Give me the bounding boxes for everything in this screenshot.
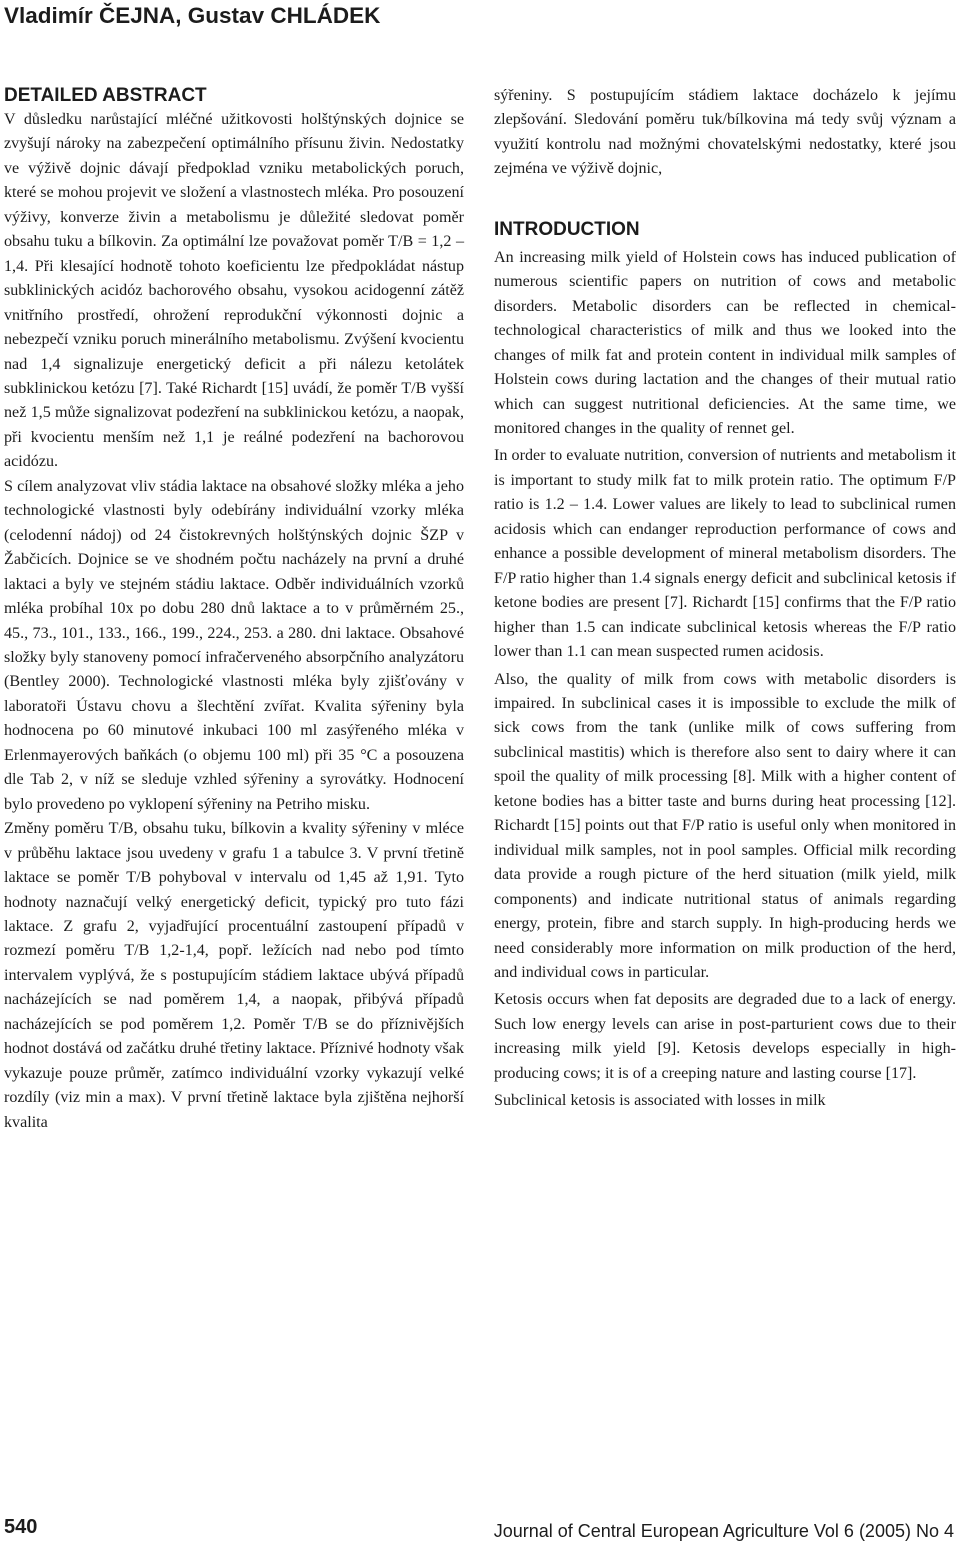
journal-footer: Journal of Central European Agriculture Vol 6 (2005) No 4 <box>493 1521 954 1541</box>
intro-paragraph-3: Also, the quality of milk from cows with metabolic disorders is impaired. In subclinical cases it is impossible to exclude the milk of sick cows from the tank (unlike milk of cows suffering from subclinical mastitis) which is therefore also sent to dairy where it can spoil the quality of milk processing [8]. Milk with a higher content of ketone bodies has a bitter taste and burns during heat processing [12]. Richardt [15] points out that F/P ratio is useful only when monitored in individual milk samples, not in pool samples. Official milk recording data provide a rough picture of the herd situation (milk yield, milk components) and indicate nutritional status of animals regarding energy, protein, fibre and starch supply. In high-producing herds we need considerably more information on milk production of the herd, and individual cows in particular. <box>494 670 956 981</box>
section-heading-introduction: INTRODUCTION <box>494 218 640 240</box>
section-heading-detailed-abstract: DETAILED ABSTRACT <box>4 85 207 106</box>
intro-paragraph-1: An increasing milk yield of Holstein cows has induced publication of numerous scientific papers on nutrition of cows and metabolic disorders. Metabolic disorders can be reflected in chemical-technological characteristics of milk and thus we looked into the changes of milk fat and protein content in individual milk samples of Holstein cows during lactation and the changes of their mutual ratio which can suggest nutritional deficiencies. At the same time, we monitored changes in the quality of rennet gel. <box>494 248 956 437</box>
abstract-paragraph-3: Změny poměru T/B, obsahu tuku, bílkovin a kvality sýřeniny v mléce v průběhu laktace jsou uvedeny v grafu 1 a tabulce 3. V první třetině laktace se poměr T/B pohyboval v intervalu od 1,45 až 1,91. Tyto hodnoty naznačují velký energetický deficit, typický pro tuto fázi laktace. Z grafu 2, vyjadřující procentuální zastoupení případů v rozmezí poměru T/B 1,2-1,4, popř. ležících nad nebo pod tímto intervalem vyplývá, že s postupujícím stádiem laktace ubývá případů nacházejících se nad poměrem 1,4, a naopak, přibývá případů nacházejících se pod poměrem 1,2. Poměr T/B se do příznivějších hodnot dostává od začátku druhé třetiny laktace. Příznivé hodnoty však vykazuje pouze průměr, zatímco individuální vzorky vykazují velké rozdíly (viz min a max). V první třetině laktace byla zjištěna nejhorší kvalita <box>4 820 464 1131</box>
running-header-authors: Vladimír ČEJNA, Gustav CHLÁDEK <box>4 3 381 28</box>
abstract-continuation: sýřeniny. S postupujícím stádiem laktace docházelo k jejímu zlepšování. Sledování poměru tuk/bílkovina má tedy svůj význam a využití kontrolu nad možnými chovatelskými nedostatky, které jsou zejména ve výživě dojnic, <box>494 87 956 178</box>
abstract-paragraph-2: S cílem analyzovat vliv stádia laktace na obsahové složky mléka a jeho technologické vlastnosti byly odebírány individuální vzorky mléka (celodenní nádoj) od 24 čistokrevných holštýnských dojnic ŠZP v Žabčicích. Dojnice se ve shodném počtu nacházely na první a druhé laktaci a byly ve stejném stádiu laktace. Odběr individuálních vzorků mléka probíhal 10x po dobu 280 dnů laktace a to v průměrném 25., 45., 73., 101., 133., 166., 199., 224., 253. a 280. dni laktace. Obsahové složky byly stanoveny pomocí infračerveného absorpčního analyzátoru (Bentley 2000). Technologické vlastnosti mléka byly zjišťovány v laboratoři Ústavu chovu a šlechtění zvířat. Kvalita sýřeniny byla hodnocena po 60 minutové inkubaci 100 ml zasýřeného mléka v Erlenmayerových baňkách (o objemu 100 ml) při 35 °C a posouzena dle Tab 2, v níž se sleduje vzhled sýřeniny a syrovátky. Hodnocení bylo provedeno po vyklopení sýřeniny na Petriho misku. <box>4 477 464 813</box>
left-column <box>4 84 464 1135</box>
intro-paragraph-2: In order to evaluate nutrition, conversion of nutrients and metabolism it is important to study milk fat to milk protein ratio. The optimum F/P ratio is 1.2 – 1.4. Lower values are likely to lead to subclinical rumen acidosis which can endanger reproduction performance of cows and enhance a possible development of mineral metabolism disorders. The F/P ratio higher than 1.4 signals energy deficit and subclinical ketosis if ketone bodies are present [7]. Richardt [15] confirms that the F/P ratio higher than 1.5 can indicate subclinical ketosis whereas the F/P ratio lower than 1.1 can mean suspected rumen acidosis. <box>494 447 956 661</box>
page-number: 540 <box>4 1516 38 1538</box>
abstract-paragraph-1: V důsledku narůstající mléčné užitkovosti holštýnských dojnice se zvyšují nároky na zabezpečení optimálního přísunu živin. Nedostatky ve výživě dojnic dávají předpoklad vzniku metabolických poruch, které se mohou projevit ve složení a vlastnostech mléka. Pro posouzení výživy, konverze živin a metabolismu je důležité sledovat poměr obsahu tuku a bílkovin. Za optimální lze považovat poměr T/B = 1,2 – 1,4. Při klesající hodnotě tohoto koeficientu lze předpokládat nástup subklinických acidóz bachorového obsahu, vysokou acidogenní zátěž vnitřního prostředí, ohrožení reprodukční výkonnosti dojnic a nebezpečí vzniku poruch minerálního metabolismu. Zvýšení kvocientu nad 1,4 signalizuje energetický deficit a při nálezu ketolátek subklinickou ketózu [7]. Také Richardt [15] uvádí, že poměr T/B vyšší než 1,5 může signalizovat podezření na subklinickou ketózu, a naopak, při kvocientu menším než 1,1 je reálné podezření na bachorovou acidózu. <box>4 111 464 471</box>
intro-paragraph-4: Ketosis occurs when fat deposits are degraded due to a lack of energy. Such low energy levels can arise in post-parturient cows due to their increasing milk yield [9]. Ketosis develops especially in high-producing cows; it is of a creeping nature and lasting course [17]. <box>494 991 956 1082</box>
right-column <box>494 84 956 1114</box>
intro-paragraph-5: Subclinical ketosis is associated with losses in milk <box>494 1092 826 1110</box>
